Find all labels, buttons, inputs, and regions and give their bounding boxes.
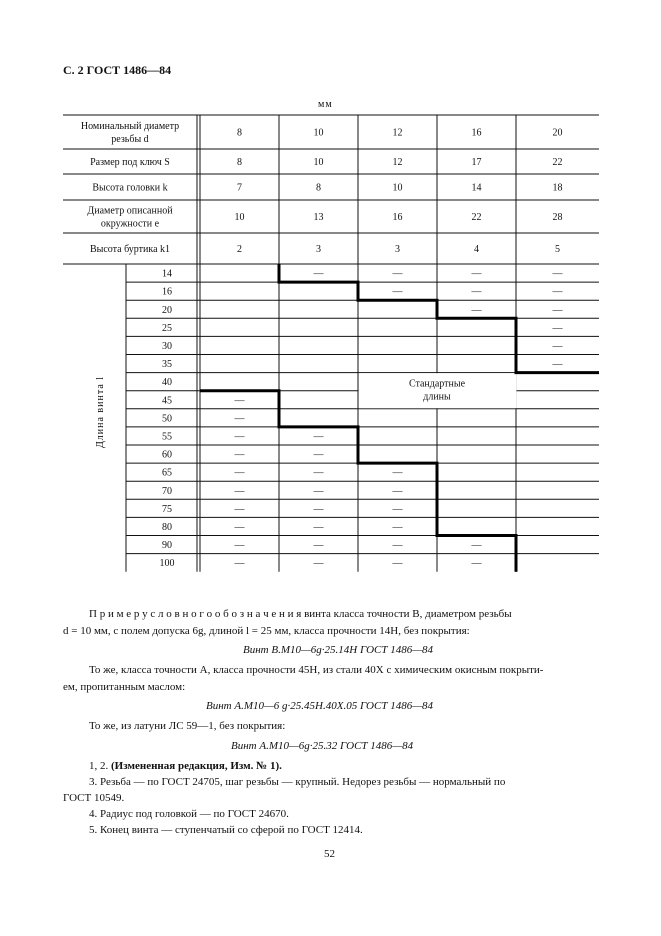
cell-value: 17 xyxy=(471,157,482,168)
empty-cell-dash: — xyxy=(313,521,324,533)
cell-value: 18 xyxy=(552,182,563,194)
cell-value: 12 xyxy=(392,157,403,168)
cell-value: 10 xyxy=(392,182,403,194)
note-3-line-1: 3. Резьба — по ГОСТ 24705, шаг резьбы — крупный. Недорез резьбы — нормальный по xyxy=(89,776,506,788)
cell-value: 3 xyxy=(316,244,321,255)
page-number: 52 xyxy=(324,848,335,860)
empty-cell-dash: — xyxy=(234,431,245,443)
empty-cell-dash: — xyxy=(313,503,324,515)
empty-cell-dash: — xyxy=(392,485,403,497)
cell-value: 13 xyxy=(313,212,324,223)
cell-value: 10 xyxy=(313,127,324,139)
cell-value: 8 xyxy=(237,127,242,139)
row-label: Высота буртика k1 xyxy=(89,244,171,255)
cell-value: 7 xyxy=(237,182,242,194)
empty-cell-dash: — xyxy=(313,449,324,461)
empty-cell-dash: — xyxy=(234,503,245,515)
empty-cell-dash: — xyxy=(234,413,245,425)
row-label: резьбы d xyxy=(111,134,149,145)
empty-cell-dash: — xyxy=(313,467,324,479)
cell-value: 8 xyxy=(316,182,321,194)
length-value: 45 xyxy=(162,395,172,407)
empty-cell-dash: — xyxy=(471,286,482,298)
length-value: 35 xyxy=(162,359,172,371)
length-value: 70 xyxy=(162,485,172,497)
unit-label: мм xyxy=(318,99,333,110)
length-value: 50 xyxy=(162,413,172,425)
row-label: окружности e xyxy=(100,218,160,230)
empty-cell-dash: — xyxy=(552,304,563,316)
empty-cell-dash: — xyxy=(471,558,482,570)
note-1-2 xyxy=(89,759,282,774)
empty-cell-dash: — xyxy=(392,521,403,533)
empty-cell-dash: — xyxy=(234,395,245,407)
empty-cell-dash: — xyxy=(234,467,245,479)
length-value: 30 xyxy=(162,340,172,352)
length-value: 25 xyxy=(162,322,172,334)
empty-cell-dash: — xyxy=(234,540,245,552)
paragraph-2-line-1: То же, класса точности А, класса прочности 45H, из стали 40X с химическим окисным покрыти- xyxy=(89,664,544,676)
example-cont-text: d = 10 мм, с полем допуска 6g, длиной l = 25 мм, класса прочности 14H, без покрытия: xyxy=(63,625,470,637)
length-value: 20 xyxy=(162,304,172,316)
cell-value: 20 xyxy=(552,127,563,139)
row-label: Диаметр описанной xyxy=(87,205,173,217)
length-value: 14 xyxy=(162,268,172,280)
designation-formula-2: Винт А.М10—6 g·25.45H.40X.05 ГОСТ 1486—84 xyxy=(206,700,433,712)
empty-cell-dash: — xyxy=(471,304,482,316)
cell-value: 10 xyxy=(234,212,245,223)
note-3-line-2: ГОСТ 10549. xyxy=(63,792,125,804)
note-1-2-change: (Измененная редакция, Изм. № 1). xyxy=(111,760,282,772)
row-label: Высота головки k xyxy=(92,182,168,194)
cell-value: 5 xyxy=(555,244,560,255)
cell-value: 8 xyxy=(237,157,242,168)
row-label: Размер под ключ S xyxy=(90,157,170,168)
empty-cell-dash: — xyxy=(234,558,245,570)
designation-formula-1: Винт В.М10—6g·25.14H ГОСТ 1486—84 xyxy=(243,644,434,656)
empty-cell-dash: — xyxy=(234,485,245,497)
cell-value: 4 xyxy=(474,244,479,255)
empty-cell-dash: — xyxy=(552,359,563,371)
empty-cell-dash: — xyxy=(392,540,403,552)
empty-cell-dash: — xyxy=(552,322,563,334)
empty-cell-dash: — xyxy=(234,521,245,533)
standard-lengths-label: Стандартные xyxy=(408,378,466,390)
empty-cell-dash: — xyxy=(392,503,403,515)
cell-value: 3 xyxy=(395,244,400,255)
empty-cell-dash: — xyxy=(313,268,324,280)
empty-cell-dash: — xyxy=(392,286,403,298)
empty-cell-dash: — xyxy=(313,540,324,552)
empty-cell-dash: — xyxy=(313,485,324,497)
length-value: 55 xyxy=(162,431,172,443)
cell-value: 16 xyxy=(392,212,403,223)
empty-cell-dash: — xyxy=(313,558,324,570)
empty-cell-dash: — xyxy=(552,286,563,298)
empty-cell-dash: — xyxy=(392,467,403,479)
cell-value: 28 xyxy=(552,212,563,223)
length-value: 40 xyxy=(162,377,172,389)
paragraph-2-line-2: ем, пропитанным маслом: xyxy=(63,681,186,693)
length-axis-label: Длина винта l xyxy=(95,375,106,449)
length-value: 16 xyxy=(162,286,172,298)
empty-cell-dash: — xyxy=(313,431,324,443)
page-header: С. 2 ГОСТ 1486—84 xyxy=(63,63,172,77)
length-value: 100 xyxy=(159,558,175,570)
empty-cell-dash: — xyxy=(552,268,563,280)
cell-value: 12 xyxy=(392,127,403,139)
example-lead-text: П р и м е р у с л о в н о г о о б о з н а ч е н и я винта класса точности B, диаметром резьбы xyxy=(89,608,512,620)
length-value: 90 xyxy=(162,540,172,552)
cell-value: 16 xyxy=(471,127,482,139)
designation-formula-3: Винт А.М10—6g·25.32 ГОСТ 1486—84 xyxy=(231,740,414,752)
empty-cell-dash: — xyxy=(392,558,403,570)
paragraph-3: То же, из латуни ЛС 59—1, без покрытия: xyxy=(89,720,286,732)
empty-cell-dash: — xyxy=(471,540,482,552)
cell-value: 2 xyxy=(237,244,242,255)
cell-value: 22 xyxy=(471,212,482,223)
cell-value: 22 xyxy=(552,157,563,168)
length-value: 75 xyxy=(162,503,172,515)
note-4: 4. Радиус под головкой — по ГОСТ 24670. xyxy=(89,808,289,820)
length-value: 60 xyxy=(162,449,172,461)
note-5: 5. Конец винта — ступенчатый со сферой по ГОСТ 12414. xyxy=(89,824,363,836)
note-1-2-number: 1, 2. xyxy=(89,760,109,772)
length-value: 80 xyxy=(162,521,172,533)
empty-cell-dash: — xyxy=(392,268,403,280)
row-label: Номинальный диаметр xyxy=(80,121,180,132)
empty-cell-dash: — xyxy=(552,340,563,352)
empty-cell-dash: — xyxy=(471,268,482,280)
standard-lengths-label: длины xyxy=(423,391,451,403)
length-value: 65 xyxy=(162,467,172,479)
cell-value: 14 xyxy=(471,182,482,194)
empty-cell-dash: — xyxy=(234,449,245,461)
cell-value: 10 xyxy=(313,157,324,168)
